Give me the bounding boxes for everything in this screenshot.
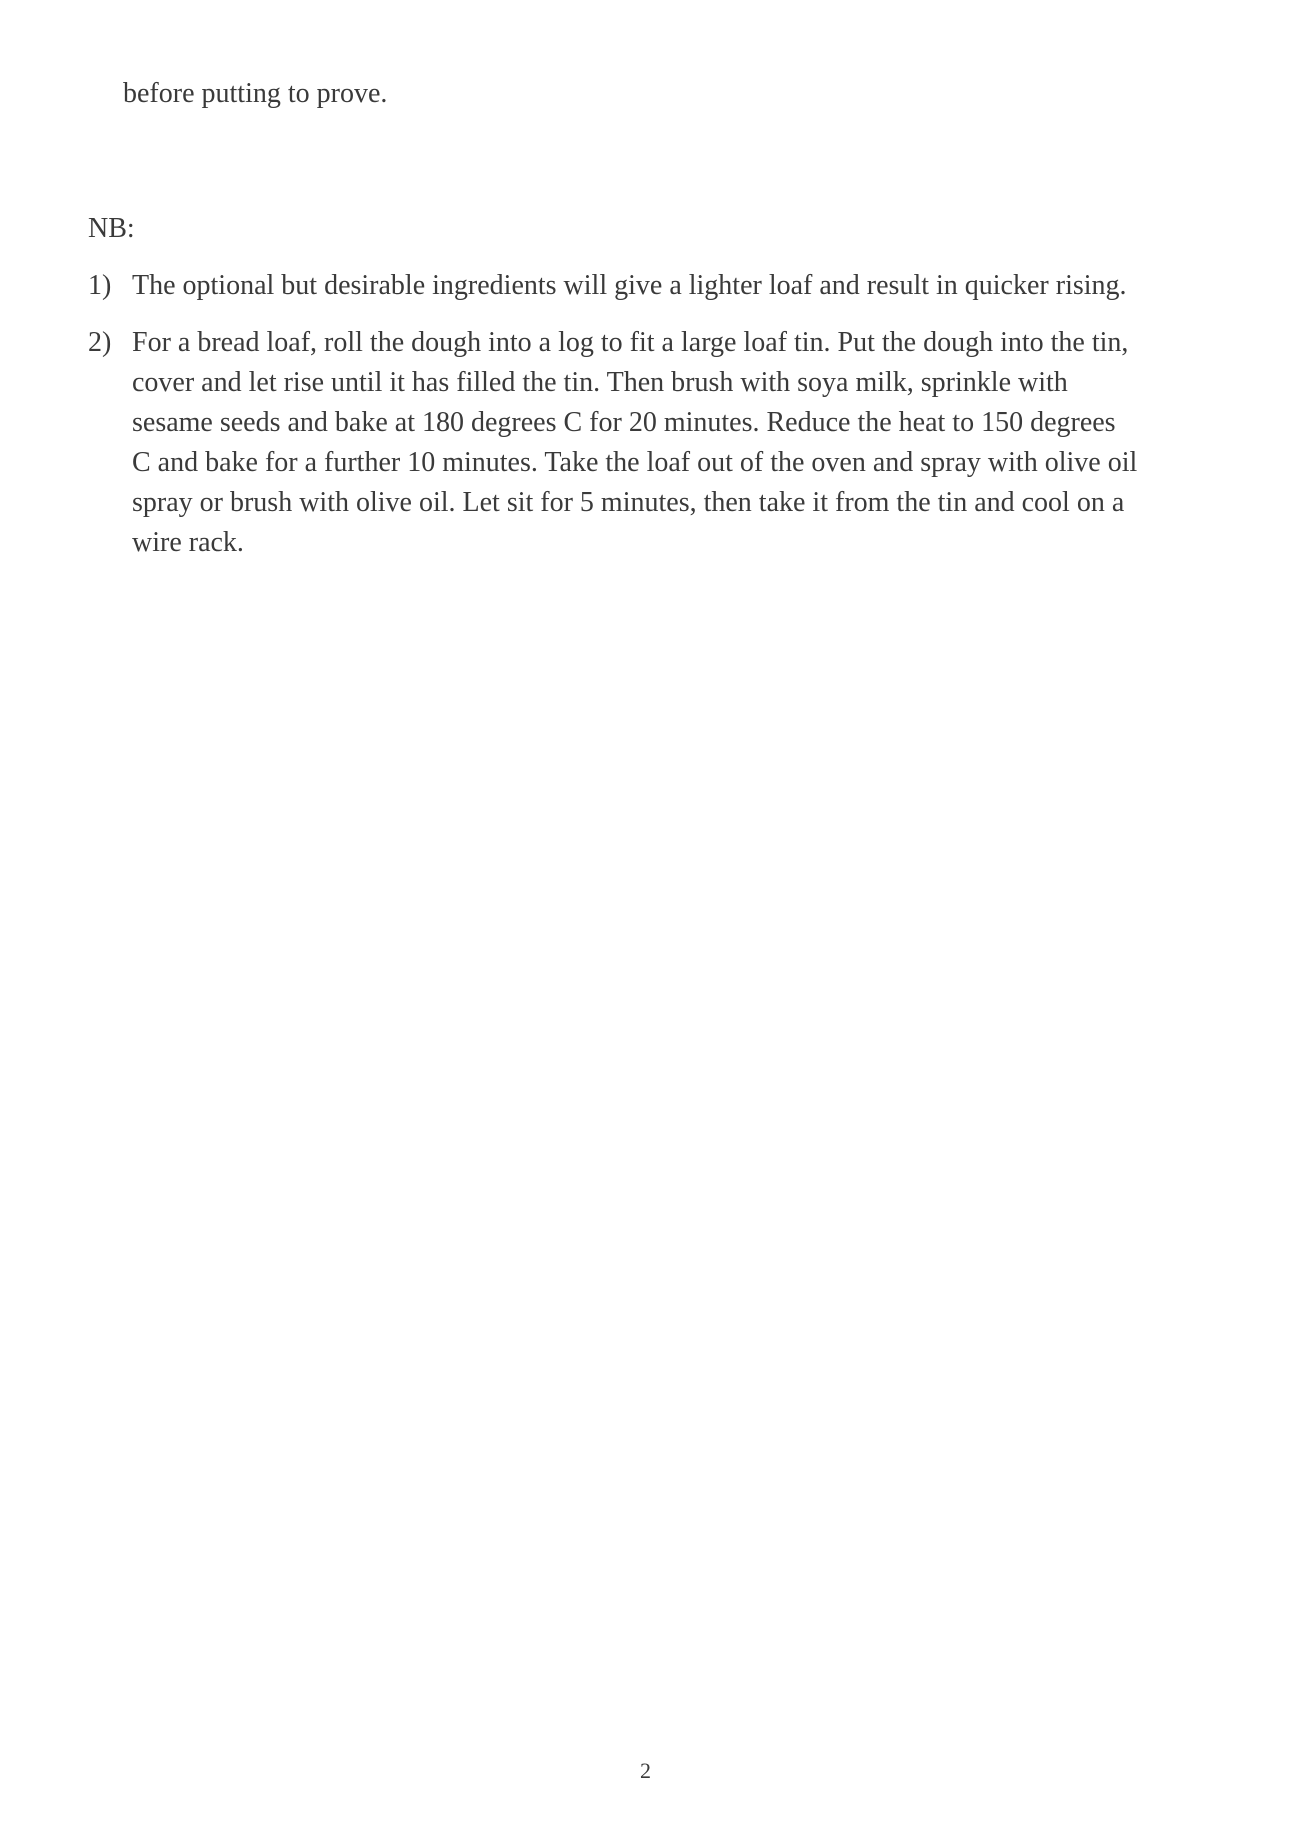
note-number: 2) (88, 327, 112, 358)
note-item-2 (88, 323, 1138, 563)
note-item-1 (88, 266, 1138, 306)
page-number: 2 (640, 1758, 651, 1783)
note-text: The optional but desirable ingredients will give a lighter loaf and result in quicker rising. (132, 270, 1127, 301)
nb-heading: NB: (88, 213, 135, 244)
notes-list (88, 266, 1138, 580)
note-text: For a bread loaf, roll the dough into a log to fit a large loaf tin. Put the dough into the tin, cover and let rise until it has filled the tin. Then brush with soya milk, sprinkle with sesame seeds and bake at 180 degrees C for 20 minutes. Reduce the heat to 150 degrees C and bake for a further 10 minutes. Take the loaf out of the oven and spray with olive oil spray or brush with olive oil. Let sit for 5 minutes, then take it from the tin and cool on a wire rack. (132, 327, 1138, 558)
note-number: 1) (88, 270, 112, 301)
continuation-text: before putting to prove. (123, 78, 388, 109)
